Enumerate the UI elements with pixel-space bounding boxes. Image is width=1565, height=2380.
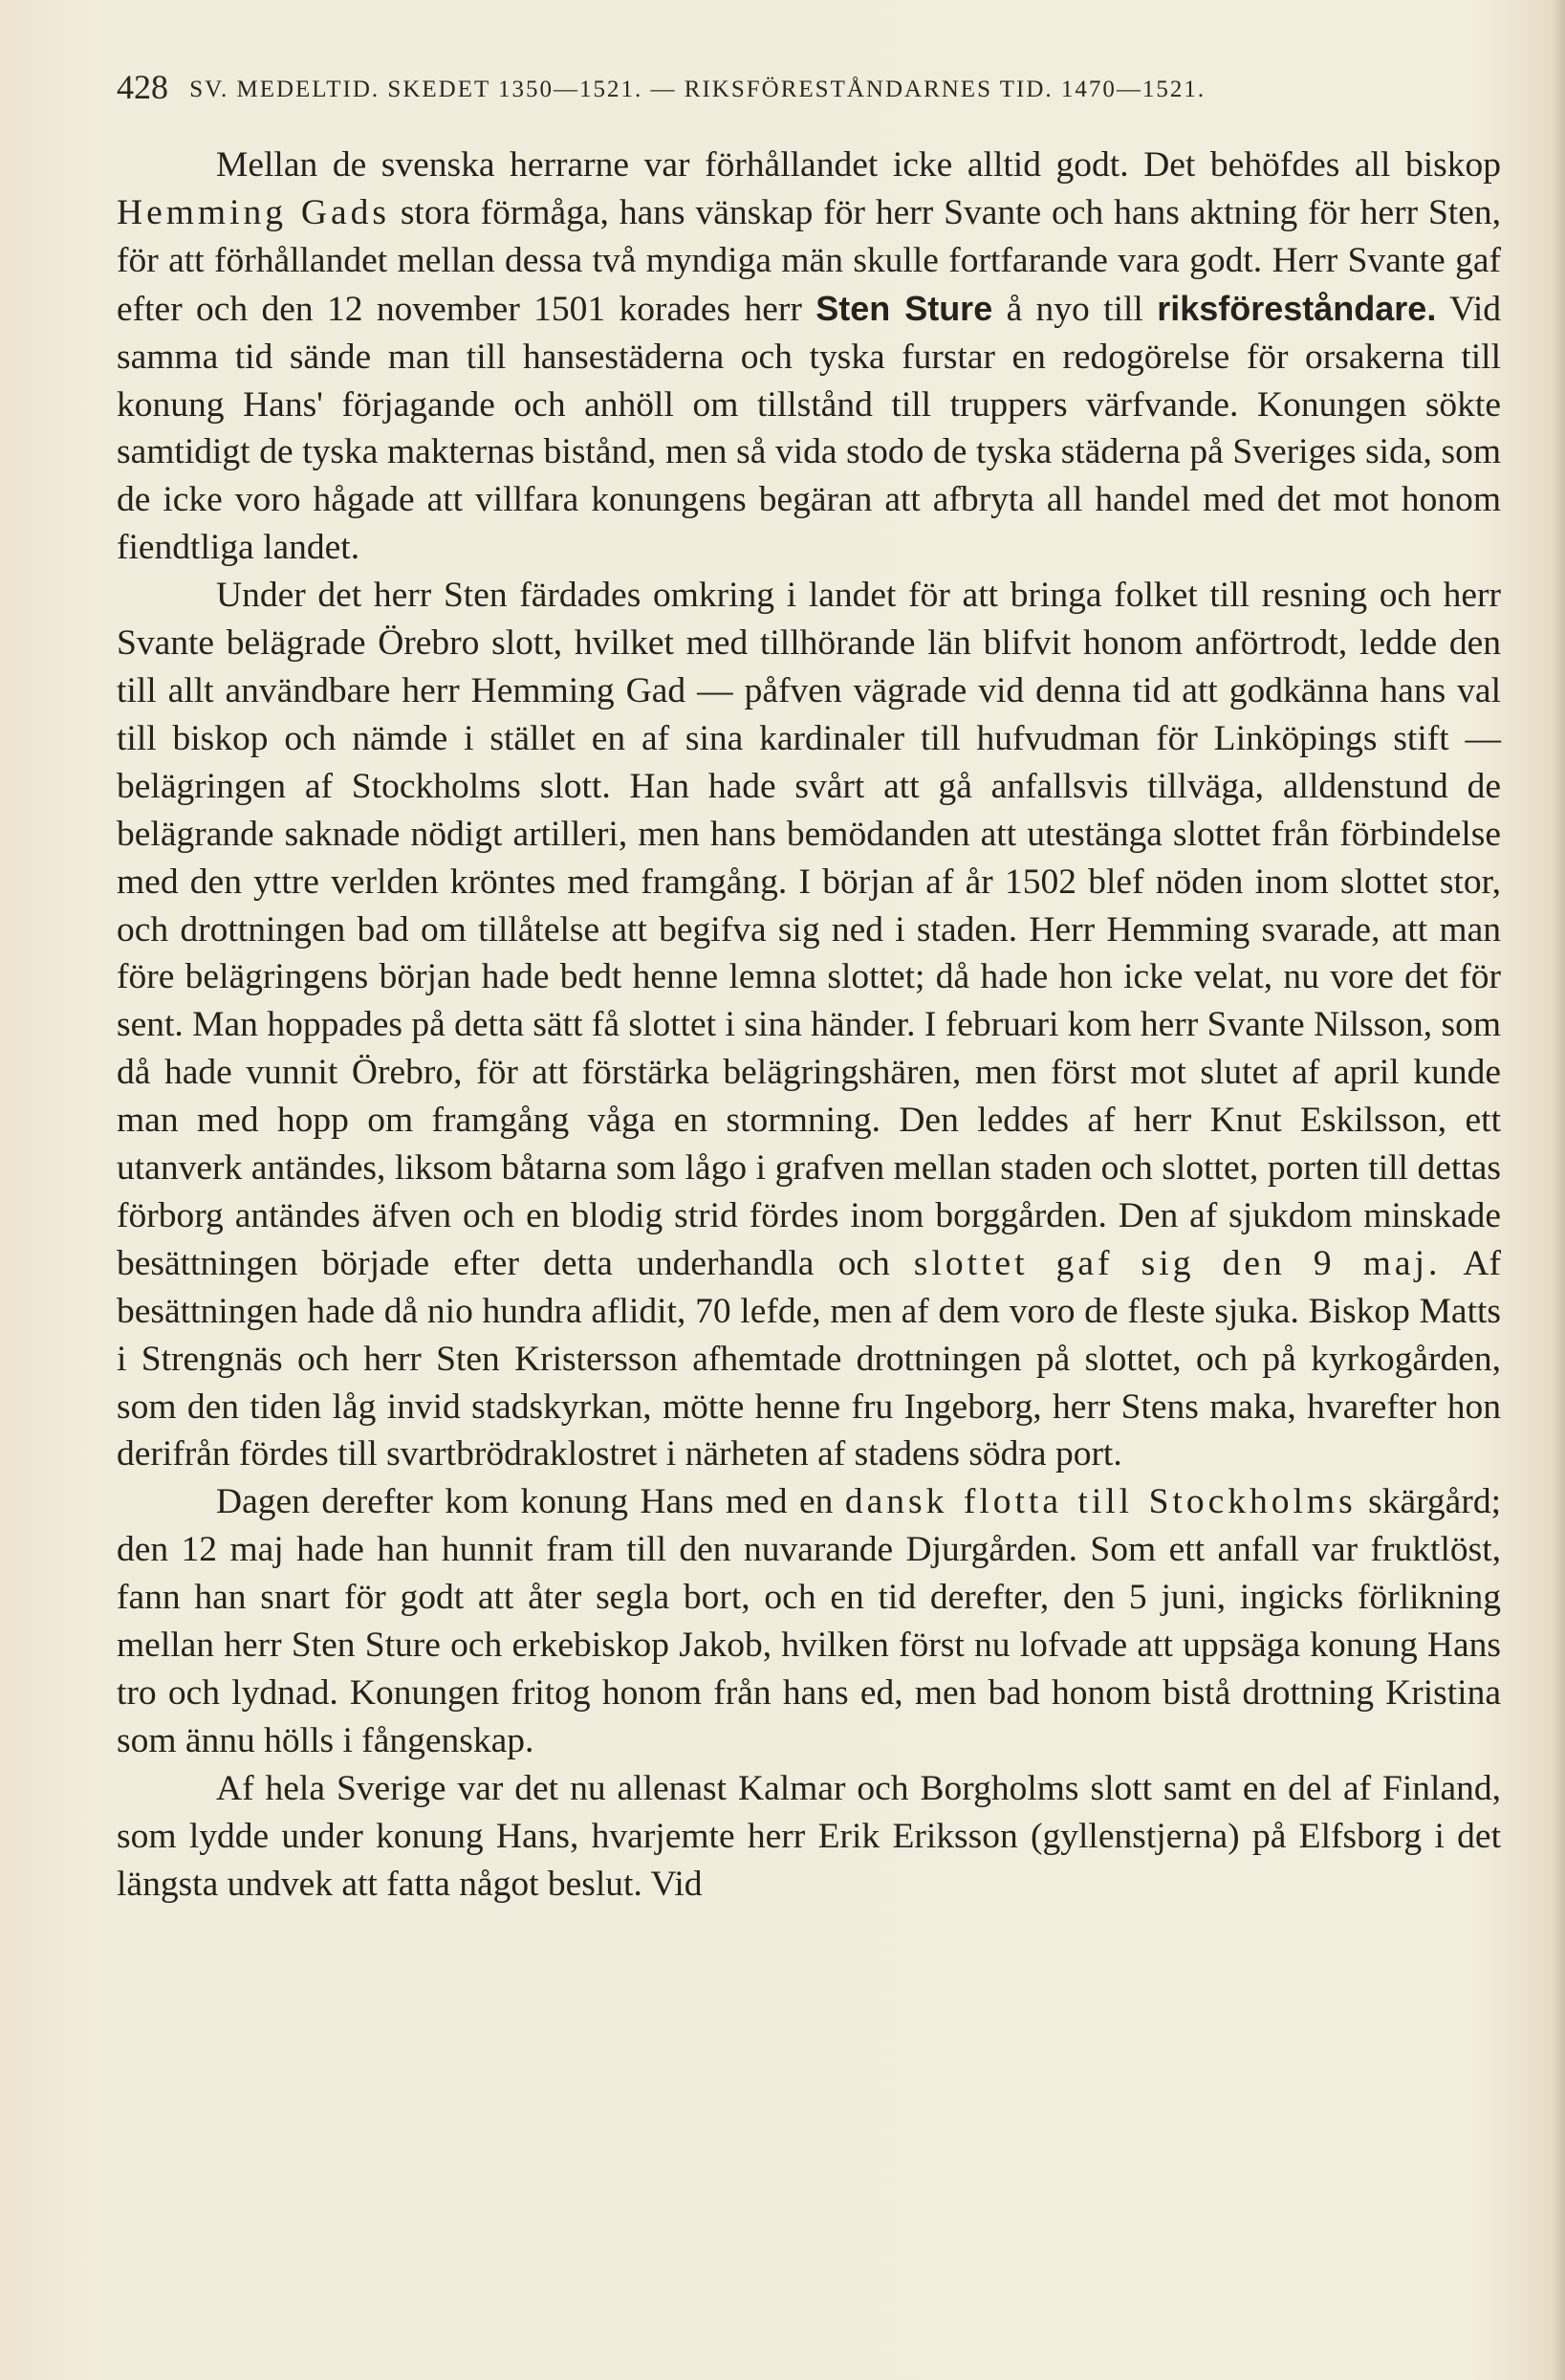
body-text	[117, 142, 1501, 1909]
spaced-text: Hemming Gads	[117, 192, 390, 232]
paragraph	[117, 572, 1501, 1478]
paragraph	[117, 1478, 1501, 1764]
paragraph	[117, 142, 1501, 572]
text-run: Mellan de svenska herrarne var förhållandet icke alltid godt. Det behöfdes all biskop	[216, 145, 1501, 185]
running-header	[117, 67, 1512, 107]
text-run: Dagen derefter kom konung Hans med en	[216, 1482, 845, 1522]
text-run: å nyo till	[992, 289, 1158, 329]
emphasized-name: Sten Sture	[815, 288, 993, 328]
page-number: 428	[117, 68, 168, 106]
running-title: SV. MEDELTID. SKEDET 1350—1521. — RIKSFÖRESTÅNDARNES TID. 1470—1521.	[189, 76, 1206, 102]
text-run: Af besättningen hade då nio hundra aflidit, 70 lefde, men af dem voro de fleste sjuka. Biskop Matts i Strengnäs och herr Sten Kristersson afhemtade drottningen på slottet, och på kyrkogården, som den tiden låg invid stadskyrkan, mötte henne fru Ingeborg, herr Stens maka, hvarefter hon derifrån fördes till svartbrödraklostret i närheten af stadens södra port.	[117, 1243, 1501, 1474]
paragraph	[117, 1765, 1501, 1909]
spaced-text: dansk flotta till Stockholms	[844, 1482, 1357, 1522]
page-edge-shadow	[1552, 0, 1565, 2380]
text-run: Vid samma tid sände man till hansestäderna och tyska furstar en redogörelse för orsakerna till konung Hans' förjagande och anhöll om tillstånd till truppers värfvande. Konungen sökte samtidigt de tyska makternas bistånd, men så vida stodo de tyska städerna på Sveriges sida, som de icke voro hågade att villfara konungens begäran att afbryta all handel med det mot honom fiendtliga landet.	[117, 289, 1501, 568]
text-run: Under det herr Sten färdades omkring i landet för att bringa folket till resning och herr Svante belägrade Örebro slott, hvilket med tillhörande län blifvit honom anförtrodt, ledde den till allt användbare herr Hemming Gad — påfven vägrade vid denna tid att godkänna hans val till biskop och nämde i stället en af sina kardinaler till hufvudman för Linköpings stift — belägringen af Stockholms slott. Han hade svårt att gå anfallsvis tillväga, alldenstund de belägrande saknade nödigt artilleri, men hans bemödanden att utestänga slottet från förbindelse med den yttre verlden kröntes med framgång. I början af år 1502 blef nöden inom slottet stor, och drottningen bad om tillåtelse att begifva sig ned i staden. Herr Hemming svarade, att man före belägringens början hade bedt henne lemna slottet; då hade hon icke velat, nu vore det för sent. Man hoppades på detta sätt få slottet i sina händer. I februari kom herr Svante Nilsson, som då hade vunnit Örebro, för att förstärka belägringshären, men först mot slutet af april kunde man med hopp om framgång våga en stormning. Den leddes af herr Knut Eskilsson, ett utanverk antändes, liksom båtarna som lågo i grafven mellan staden och slottet, porten till dettas förborg antändes äfven och en blodig strid fördes inom borggården. Den af sjukdom minskade besättningen började efter detta underhandla och	[117, 576, 1501, 1283]
text-run: stora förmåga, hans vänskap för herr Svante och hans aktning för herr Sten, för att förhållandet mellan dessa två myndiga män skulle fortfarande vara godt. Herr Svante gaf efter och den 12 november 1501 korades herr	[117, 192, 1502, 329]
text-run: skärgård; den 12 maj hade han hunnit fram till den nuvarande Djurgården. Som ett anfall var fruktlöst, fann han snart för godt att åter segla bort, och en tid derefter, den 5 juni, ingicks förlikning mellan herr Sten Sture och erkebiskop Jakob, hvilken först nu lofvade att uppsäga konung Hans tro och lydnad. Konungen fritog honom från hans ed, men bad honom bistå drottning Kristina som ännu hölls i fångenskap.	[117, 1482, 1501, 1760]
text-run: Af hela Sverige var det nu allenast Kalmar och Borgholms slott samt en del af Finland, som lydde under konung Hans, hvarjemte herr Erik Eriksson (gyllenstjerna) på Elfsborg i det längsta undvek att fatta något beslut. Vid	[117, 1768, 1501, 1904]
emphasized-name: riksföreståndare.	[1157, 288, 1437, 328]
spaced-text: slottet gaf sig den 9 maj.	[913, 1243, 1442, 1283]
